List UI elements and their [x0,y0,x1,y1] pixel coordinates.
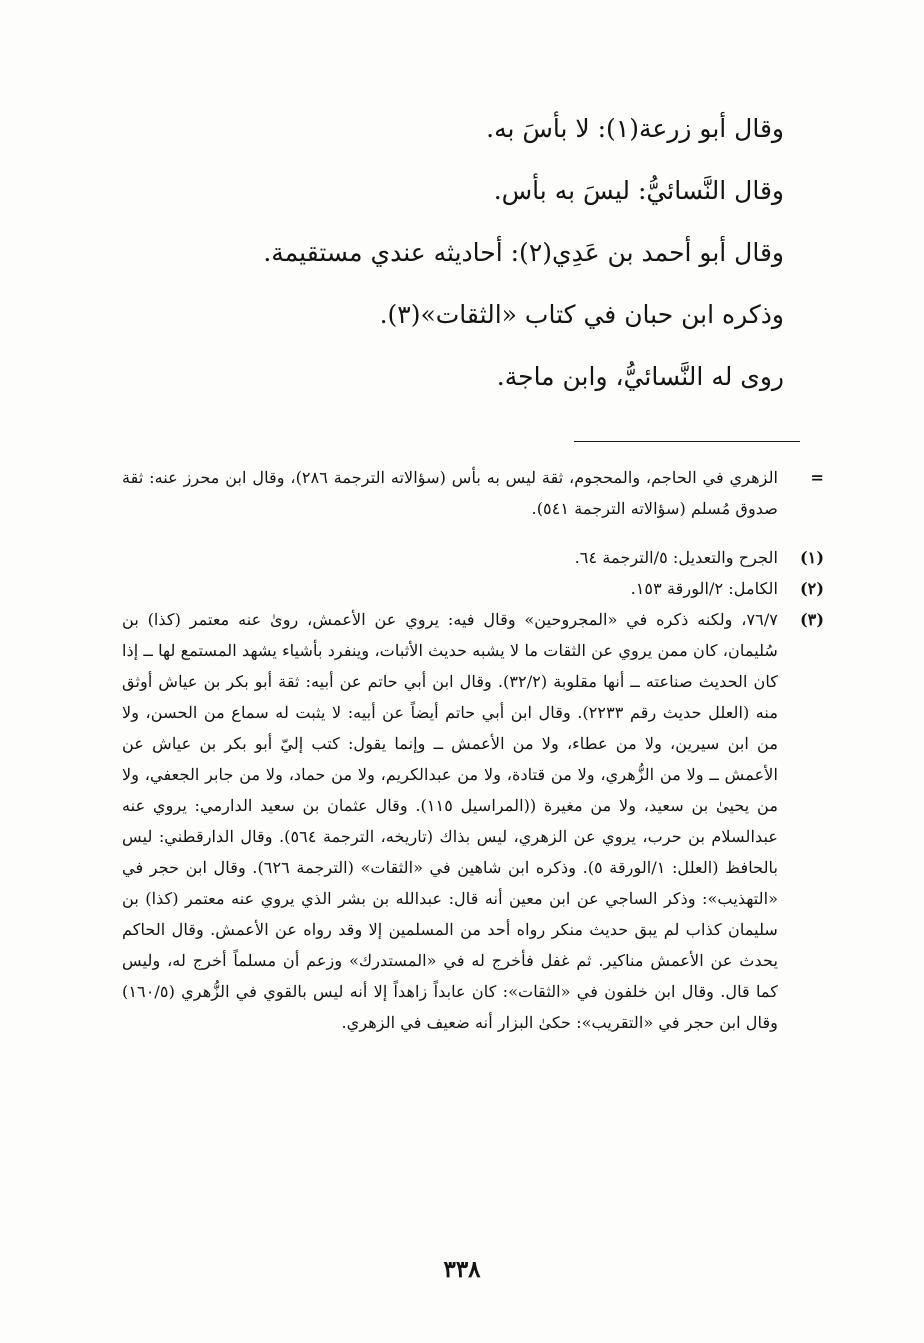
page-number: ٣٣٨ [443,1256,481,1283]
footnote-1 [122,542,824,573]
footnote-separator [574,441,800,442]
main-line: وقال أبو أحمد بن عَدِي(٢): أحاديثه عندي مستقيمة. [263,238,784,267]
main-line: وقال أبو زرعة(١): لا بأسَ به. [486,114,784,143]
footnote-text: الزهري في الحاجم، والمحجوم، ثقة ليس به بأس (سؤالاته الترجمة ٢٨٦)، وقال ابن محرز عنه: ثقة صدوق مُسلم (سؤالاته الترجمة ٥٤١). [122,468,778,518]
footnote-mark: (٢) [799,579,824,598]
footnotes [122,462,824,1038]
footnote-2 [122,573,824,604]
footnote-continuation [122,462,824,524]
main-text [124,98,784,408]
footnote-mark: (١) [799,548,824,567]
footnote-text: ٧٦/٧، ولكنه ذكره في «المجروحين» وقال فيه: يروي عن الأعمش، روىٰ عنه معتمر (كذا) بن سُليمان، كان ممن يروي عن الثقات ما لا يشبه حديث الأثبات، وينفرد بأشياء يشهد المستمع لها ــ إذا كان الحديث صناعته ــ أنها مقلوبة (٣٢/٢). وقال ابن أبي حاتم عن أبيه: ثقة أبو بكر بن عياش أوثق منه (العلل حديث رقم ٢٢٣٣). وقال ابن أبي حاتم أيضاً عن أبيه: لا يثبت له سماع من الحسن، ولا من ابن سيرين، ولا من عطاء، ولا من الأعمش ــ وإنما يقول: كتب إليّ أبو بكر بن عياش عن الأعمش ــ ولا من الزُّهري، ولا من قتادة، ولا من عبدالكريم، ولا من حماد، ولا من جابر الجعفي، ولا من يحيىٰ بن سعيد، ولا من مغيرة ((المراسيل ١١٥). وقال عثمان بن سعيد الدارمي: يروي عنه عبدالسلام بن حرب، يروي عن الزهري، ليس بذاك (تاريخه، الترجمة ٥٦٤). وقال الدارقطني: ليس بالحافظ (العلل: ١/الورقة ٥). وذكره ابن شاهين في «الثقات» (الترجمة ٦٢٦). وقال ابن حجر في «التهذيب»: وذكر الساجي عن ابن معين أنه قال: عبدالله بن بشر الذي يروي عنه معتمر (كذا) بن سليمان كذاب لم يبق حديث منكر رواه أحد من المسلمين إلا وقد رواه عن الأعمش. وقال الحاكم يحدث عن الأعمش مناكير. ثم غفل فأخرج له في «المستدرك» وزعم أن مسلماً أخرج له، وليس كما قال. وقال ابن خلفون في «الثقات»: كان عابداً زاهداً إلا أنه ليس بالقوي في الزُّهري (١٦٠/٥) وقال ابن حجر في «التقريب»: حكىٰ البزار أنه ضعيف في الزهري. [122,610,779,1032]
footnote-text: الجرح والتعديل: ٥/الترجمة ٦٤. [574,548,778,567]
footnote-mark: = [810,468,824,487]
footnote-mark: (٣) [799,610,824,629]
main-line: روى له النَّسائيُّ، وابن ماجة. [496,362,784,391]
main-line: وذكره ابن حبان في كتاب «الثقات»(٣). [379,300,784,329]
footnote-text: الكامل: ٢/الورقة ١٥٣. [630,579,778,598]
footnote-3 [122,604,824,1038]
main-line: وقال النَّسائيُّ: ليسَ به بأس. [493,176,784,205]
